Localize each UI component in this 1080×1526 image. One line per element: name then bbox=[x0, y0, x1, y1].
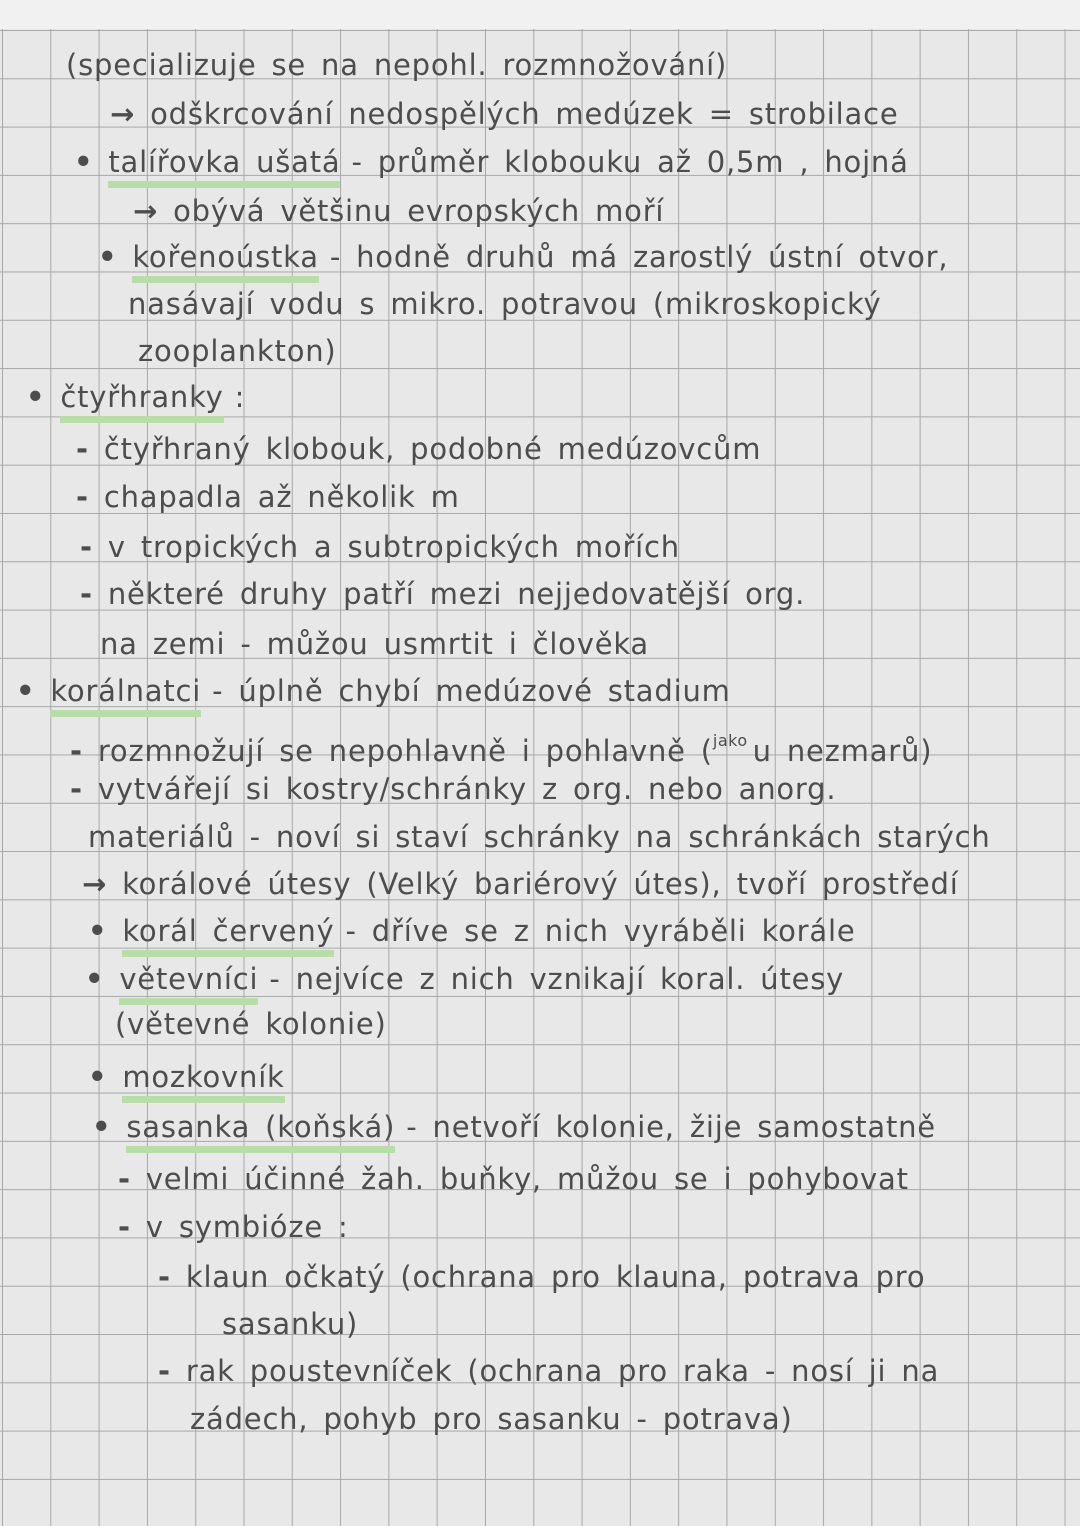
note-line bbox=[76, 428, 761, 470]
line-text: chapadla až několik m bbox=[103, 480, 460, 514]
note-line bbox=[118, 1206, 349, 1248]
line-text: čtyřhraný klobouk, podobné medúzovcům bbox=[103, 432, 762, 466]
dash-icon: - bbox=[76, 432, 89, 466]
note-line bbox=[88, 910, 855, 952]
note-line bbox=[115, 1003, 387, 1045]
line-text: některé druhy patří mezi nejjedovatější org. bbox=[107, 577, 806, 611]
dash-icon: - bbox=[76, 480, 89, 514]
dash-icon: - bbox=[80, 577, 93, 611]
bullet-icon: • bbox=[74, 145, 94, 179]
line-text: - průměr klobouku až 0,5m , hojná bbox=[351, 145, 909, 179]
line-text: nasávají vodu s mikro. potravou (mikroskopický bbox=[128, 287, 882, 321]
highlighted-term: mozkovník bbox=[122, 1060, 284, 1103]
line-text: - dříve se z nich vyráběli korále bbox=[345, 914, 856, 948]
note-line bbox=[80, 573, 805, 615]
note-line bbox=[158, 1350, 939, 1392]
note-line bbox=[74, 141, 909, 183]
arrow-icon: → bbox=[133, 194, 159, 228]
line-text: (specializuje se na nepohl. rozmnožování) bbox=[66, 48, 728, 82]
note-line bbox=[92, 1106, 936, 1148]
note-line bbox=[138, 330, 337, 372]
note-line bbox=[85, 958, 844, 1000]
highlighted-term: větevníci bbox=[119, 962, 258, 1005]
note-line bbox=[133, 190, 664, 232]
note-line bbox=[70, 768, 836, 810]
line-text: korálové útesy (Velký bariérový útes), tvoří prostředí bbox=[122, 867, 959, 901]
note-line bbox=[128, 283, 882, 325]
line-text: na zemi - můžou usmrtit i člověka bbox=[100, 627, 649, 661]
note-line bbox=[190, 1398, 793, 1440]
bullet-icon: • bbox=[92, 1110, 112, 1144]
line-text: : bbox=[234, 380, 246, 414]
line-text: - nejvíce z nich vznikají koral. útesy bbox=[269, 962, 845, 996]
line-text: velmi účinné žah. buňky, můžou se i pohybovat bbox=[145, 1162, 909, 1196]
line-text: - hodně druhů má zarostlý ústní otvor, bbox=[329, 240, 949, 274]
bullet-icon: • bbox=[98, 240, 118, 274]
note-line bbox=[88, 816, 991, 858]
line-text: klaun očkatý (ochrana pro klauna, potrava pro bbox=[185, 1260, 926, 1294]
line-text: materiálů - noví si staví schránky na schránkách starých bbox=[88, 820, 991, 854]
bullet-icon: • bbox=[26, 380, 46, 414]
dash-icon: - bbox=[70, 734, 83, 768]
bullet-icon: • bbox=[16, 674, 36, 708]
superscript-note: jako bbox=[712, 731, 748, 750]
paper-top-margin bbox=[0, 0, 1080, 29]
bullet-icon: • bbox=[88, 914, 108, 948]
note-line bbox=[100, 623, 649, 665]
line-text: odškrcování nedospělých medúzek = strobilace bbox=[150, 97, 899, 131]
note-line bbox=[82, 863, 959, 905]
arrow-icon: → bbox=[82, 867, 108, 901]
dash-icon: - bbox=[158, 1354, 171, 1388]
highlighted-term: kořenoústka bbox=[132, 240, 318, 283]
line-text: v tropických a subtropických mořích bbox=[107, 530, 680, 564]
dash-icon: - bbox=[80, 530, 93, 564]
bullet-icon: • bbox=[85, 962, 105, 996]
note-line bbox=[70, 720, 932, 772]
note-line bbox=[110, 93, 898, 135]
line-text: (větevné kolonie) bbox=[115, 1007, 387, 1041]
dash-icon: - bbox=[158, 1260, 171, 1294]
highlighted-term: korálnatci bbox=[50, 674, 201, 717]
note-line bbox=[98, 236, 948, 278]
bullet-icon: • bbox=[88, 1060, 108, 1094]
note-line bbox=[66, 44, 727, 86]
note-line bbox=[158, 1256, 925, 1298]
dash-icon: - bbox=[118, 1162, 131, 1196]
dash-icon: - bbox=[118, 1210, 131, 1244]
line-text: rak poustevníček (ochrana pro raka - nosí ji na bbox=[185, 1354, 940, 1388]
line-text: sasanku) bbox=[222, 1307, 359, 1341]
highlighted-term: čtyřhranky bbox=[60, 380, 223, 423]
dash-icon: - bbox=[70, 772, 83, 806]
note-line bbox=[222, 1303, 358, 1345]
highlighted-term: korál červený bbox=[122, 914, 334, 957]
line-text: - netvoří kolonie, žije samostatně bbox=[406, 1110, 936, 1144]
arrow-icon: → bbox=[110, 97, 136, 131]
highlighted-term: sasanka (koňská) bbox=[126, 1110, 395, 1153]
note-line bbox=[16, 670, 731, 712]
line-text: u nezmarů) bbox=[752, 734, 933, 768]
line-text: obývá většinu evropských moří bbox=[173, 194, 665, 228]
note-line bbox=[80, 526, 680, 568]
line-text: - úplně chybí medúzové stadium bbox=[212, 674, 731, 708]
line-text: vytvářejí si kostry/schránky z org. nebo anorg. bbox=[97, 772, 837, 806]
line-text: zooplankton) bbox=[138, 334, 337, 368]
line-text: v symbióze : bbox=[145, 1210, 349, 1244]
note-line bbox=[88, 1056, 296, 1098]
line-text: rozmnožují se nepohlavně i pohlavně ( bbox=[97, 734, 713, 768]
note-line bbox=[76, 476, 460, 518]
highlighted-term: talířovka ušatá bbox=[108, 145, 340, 188]
note-line bbox=[26, 376, 245, 418]
line-text: zádech, pohyb pro sasanku - potrava) bbox=[190, 1402, 793, 1436]
note-line bbox=[118, 1158, 909, 1200]
